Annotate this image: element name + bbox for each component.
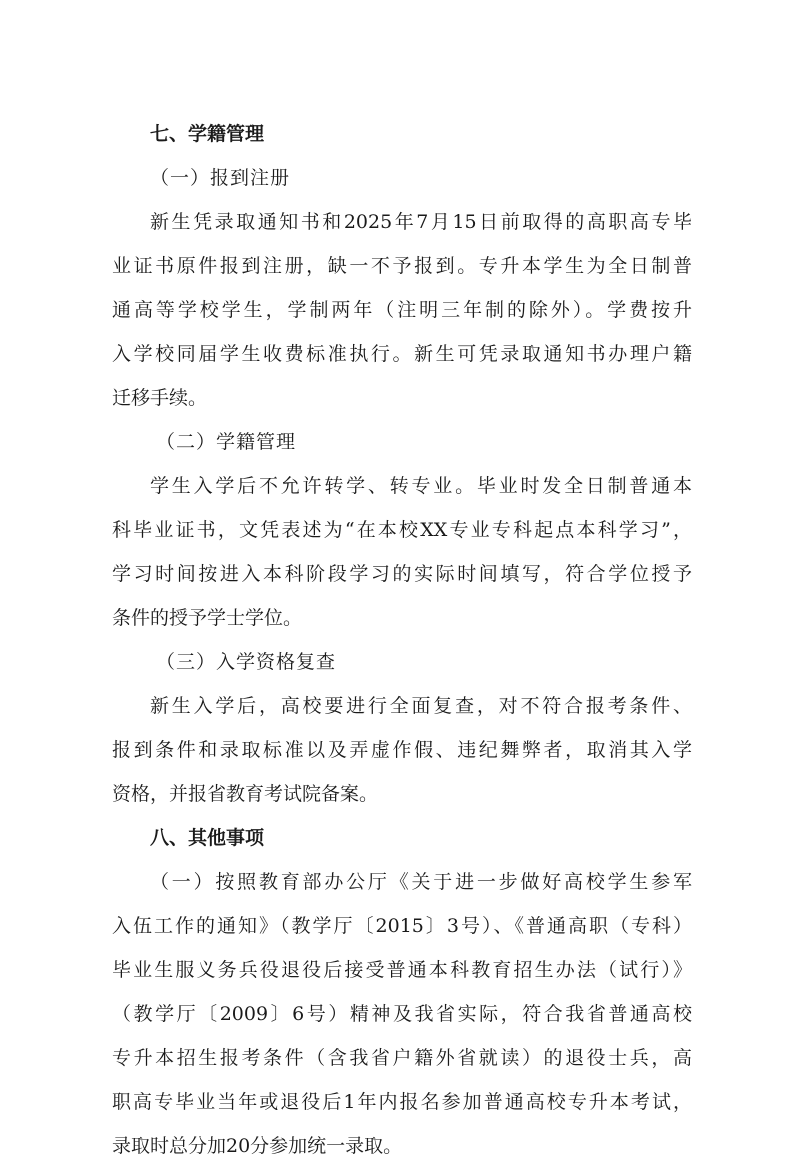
subsection-registration-heading: （一）报到注册 <box>150 167 291 189</box>
paragraph-line: 新生入学后，高校要进行全面复查，对不符合报考条件、 <box>150 695 692 717</box>
section-8 <box>112 816 692 1168</box>
paragraph-line: 学生入学后不允许转学、转专业。毕业时发全日制普通本 <box>150 475 692 497</box>
paragraph-line: 职高专毕业当年或退役后1年内报名参加普通高校专升本考试， <box>112 1091 692 1113</box>
paragraph-line: 专升本招生报考条件（含我省户籍外省就读）的退役士兵，高 <box>112 1047 692 1069</box>
document-page <box>112 112 692 1168</box>
paragraph-line: （教学厅〔2009〕6号）精神及我省实际，符合我省普通高校 <box>112 1003 692 1025</box>
paragraph-line: 条件的授予学士学位。 <box>112 607 303 629</box>
paragraph-line: 科毕业证书，文凭表述为“在本校XX专业专科起点本科学习”， <box>112 519 692 541</box>
paragraph-line: 业证书原件报到注册，缺一不予报到。专升本学生为全日制普 <box>112 255 692 277</box>
section-8-title: 八、其他事项 <box>150 827 265 849</box>
paragraph-line: 录取时总分加20分参加统一录取。 <box>112 1135 403 1157</box>
paragraph-line: 报到条件和录取标准以及弄虚作假、违纪舞弊者，取消其入学 <box>112 739 692 761</box>
paragraph-line: 入伍工作的通知》（教学厅〔2015〕3号）、《普通高职（专科） <box>112 915 692 937</box>
paragraph-line: 毕业生服义务兵役退役后接受普通本科教育招生办法（试行）》 <box>112 959 692 981</box>
paragraph-line: 学习时间按进入本科阶段学习的实际时间填写，符合学位授予 <box>112 563 692 585</box>
section-7-title: 七、学籍管理 <box>150 123 265 145</box>
paragraph-line: 新生凭录取通知书和2025年7月15日前取得的高职高专毕 <box>150 211 692 233</box>
paragraph-line: 迁移手续。 <box>112 387 208 409</box>
section-7 <box>112 112 692 816</box>
paragraph-line: 通高等学校学生，学制两年（注明三年制的除外）。学费按升 <box>112 299 692 321</box>
paragraph-line: （一）按照教育部办公厅《关于进一步做好高校学生参军 <box>150 871 692 893</box>
paragraph-line: 入学校同届学生收费标准执行。新生可凭录取通知书办理户籍 <box>112 343 692 365</box>
subsection-review-heading: （三）入学资格复查 <box>156 651 337 673</box>
paragraph-line: 资格，并报省教育考试院备案。 <box>112 783 379 805</box>
subsection-status-heading: （二）学籍管理 <box>156 431 297 453</box>
